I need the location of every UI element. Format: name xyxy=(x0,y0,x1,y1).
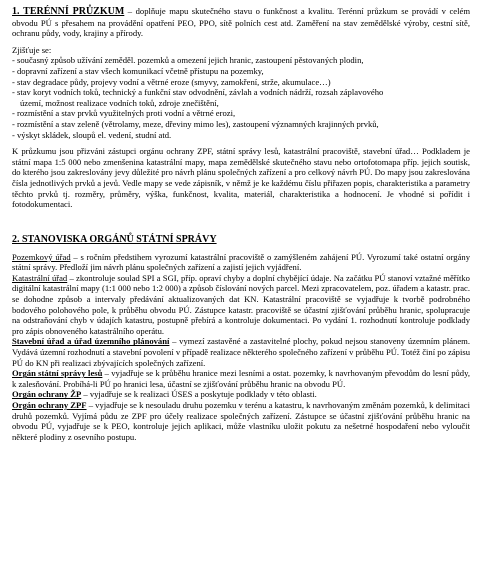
list-item: - dopravní zařízení a stav všech komunikací včetně přístupu na pozemky, xyxy=(12,65,264,76)
section-1-intro xyxy=(12,6,470,39)
entry-katastralni-urad xyxy=(12,273,470,337)
list-item: - rozmístění a stav prvků využitelných proti vodní a větrné erozi, xyxy=(12,108,236,119)
list-item: - současný způsob užívání zeměděl. pozemků a omezení jejich hranic, zastoupení pěstovaných plodin, xyxy=(12,55,364,66)
entry-pozemkovy-urad xyxy=(12,252,470,273)
entry-term: Katastrální úřad xyxy=(12,272,68,283)
section-1-heading: 1. TERÉNNÍ PRŮZKUM xyxy=(12,6,125,17)
entry-term: Orgán ochrany ZPF xyxy=(12,400,87,410)
list-item: území, možnost realizace vodních toků, zdroje znečištění, xyxy=(20,97,219,108)
entry-term: Pozemkový úřad xyxy=(12,251,71,262)
entry-text: – vyjadřuje se k průběhu hranice mezi lesními a ostat. pozemky, k navrhovaným převodům do lesní půdy, k zalesňování. Probíhá-li PÚ po hranici lesa, účastní se zjišťování průběhu hranic na obvodu PÚ. xyxy=(12,368,470,389)
entry-term: Orgán ochrany ŽP xyxy=(12,389,82,400)
list-item: - rozmístění a stav zeleně (větrolamy, meze, dřeviny mimo les), zastoupení významných krajinných prvků, xyxy=(12,118,379,129)
section-1-closing: K průzkumu jsou přizváni zástupci orgánu ochrany ZPF, státní správy lesů, katastrální pracoviště, stavební úřad… Podkladem je státní mapa 1:5 000 nebo zmenšenina katastrální mapy, mapa zemědělské skutečného stavu nebo ortofotomapa příp. jejich soutisk, do kterého jsou zakreslovány jevy důležité pro návrh plánu společných zařízení a pro celkový návrh PÚ. Do mapy jsou zakreslována čísla jednotlivých prvků a jevů. Vedle mapy se vede zápisník, v němž je ke každému číslu přiřazen popis, charakteristika a parametry těchto prvků tj. rozměry, průměry, výška, funkčnost, kvalita, materiál, charakteristika a hodnocení. Je vhodné si pořídit i fotodokumentaci. xyxy=(12,146,470,210)
entry-statni-sprava-lesu xyxy=(12,368,470,389)
entry-text: – s ročním předstihem vyrozumí katastrální pracoviště o zamýšleném zahájení PÚ. Vyrozumí také ostatní orgány státní správy. Předloží jim návrh plánu společných zařízení a zajistí jejich vyjádření. xyxy=(12,251,471,273)
entry-text: – zkontroluje soulad SPI a SGI, příp. opraví chyby a doplní chybějící údaje. Na začátku PÚ stanoví vztažné měřítko digitální katastrální mapy (1:1 000 nebo 1:2 000) a způsob číslování nových parcel. Mezi zpracovatelem, poz. úřadem a katastr. prac. se dohodne způsob a intervaly předávání aktualizovaných dat KN. Katastrální pracoviště se vyjadřuje k tvorbě podrobného bodového polohového pole, k průběhu obvodu PÚ. Zástupce katastr. pracoviště se účastní zjišťování průběhu hranic, spolupracuje na odstraňování chyb v údajích katastru, postupně přebírá a kontroluje dokumentaci. Po vydání 1. rozhodnutí kontroluje podklady pro zápis obnoveného katastrálního operátu. xyxy=(12,272,470,336)
section-1-intro-text: – doplňuje mapu skutečného stavu o funkčnost a kvalitu. Terénní průzkum se provádí v celém obvodu PÚ s přesahem na provádění opatření PEO, PPO, sítě polních cest atd. Zaměření na stav zemědělské výroby, cestní sítě, ochranu půdy, vody, krajiny a přírody. xyxy=(12,6,470,39)
list-item: - výskyt skládek, sloupů el. vedení, studní atd. xyxy=(12,129,172,140)
entry-text: – vyjadřuje se k realizaci ÚSES a poskytuje podklady v této oblasti. xyxy=(81,389,317,400)
entry-stavebni-urad xyxy=(12,336,470,368)
entry-ochrana-zp xyxy=(12,389,470,400)
entry-term: Orgán státní správy lesů xyxy=(12,368,103,379)
entry-text: – vyjadřuje se k nesouladu druhu pozemku v terénu a katastru, k navrhovaným změnám pozemků, k delimitaci druhů pozemků. Vyjímá půdu ze ZPF pro účely realizace společných zařízení. Zástupce se účastní zjišťování průběhu hranic na obvodu PÚ, vyjadřuje se k PEO, kontroluje jejich aplikaci, může vlastníku uložit pokutu za nešetrné hospodaření nebo vyloučit některé plodiny z osevního postupu. xyxy=(12,400,470,442)
list-intro: Zjišťuje se: xyxy=(12,44,52,55)
list-item: - stav degradace půdy, projevy vodní a větrné eroze (smyvy, zamokření, strže, akumulace…) xyxy=(12,76,331,87)
entry-text: – vymezí zastavěné a zastavitelné plochy, pokud nejsou stanoveny územním plánem. Vydává územní rozhodnutí a stavební povolení v případě realizace některého společného zařízení v průběhu PÚ. Totéž činí po zápisu PÚ do KN při realizaci zbývajících společných zařízení. xyxy=(12,336,470,368)
section-2-heading: 2. STANOVISKA ORGÁNŮ STÁTNÍ SPRÁVY xyxy=(12,233,217,245)
entry-term: Stavební úřad a úřad územního plánování xyxy=(12,336,170,347)
survey-list xyxy=(12,55,470,140)
list-item: - stav koryt vodních toků, technický a funkční stav odvodnění, závlah a vodních nádrží, rozsah záplavového xyxy=(12,87,384,98)
entry-ochrana-zpf xyxy=(12,400,470,442)
